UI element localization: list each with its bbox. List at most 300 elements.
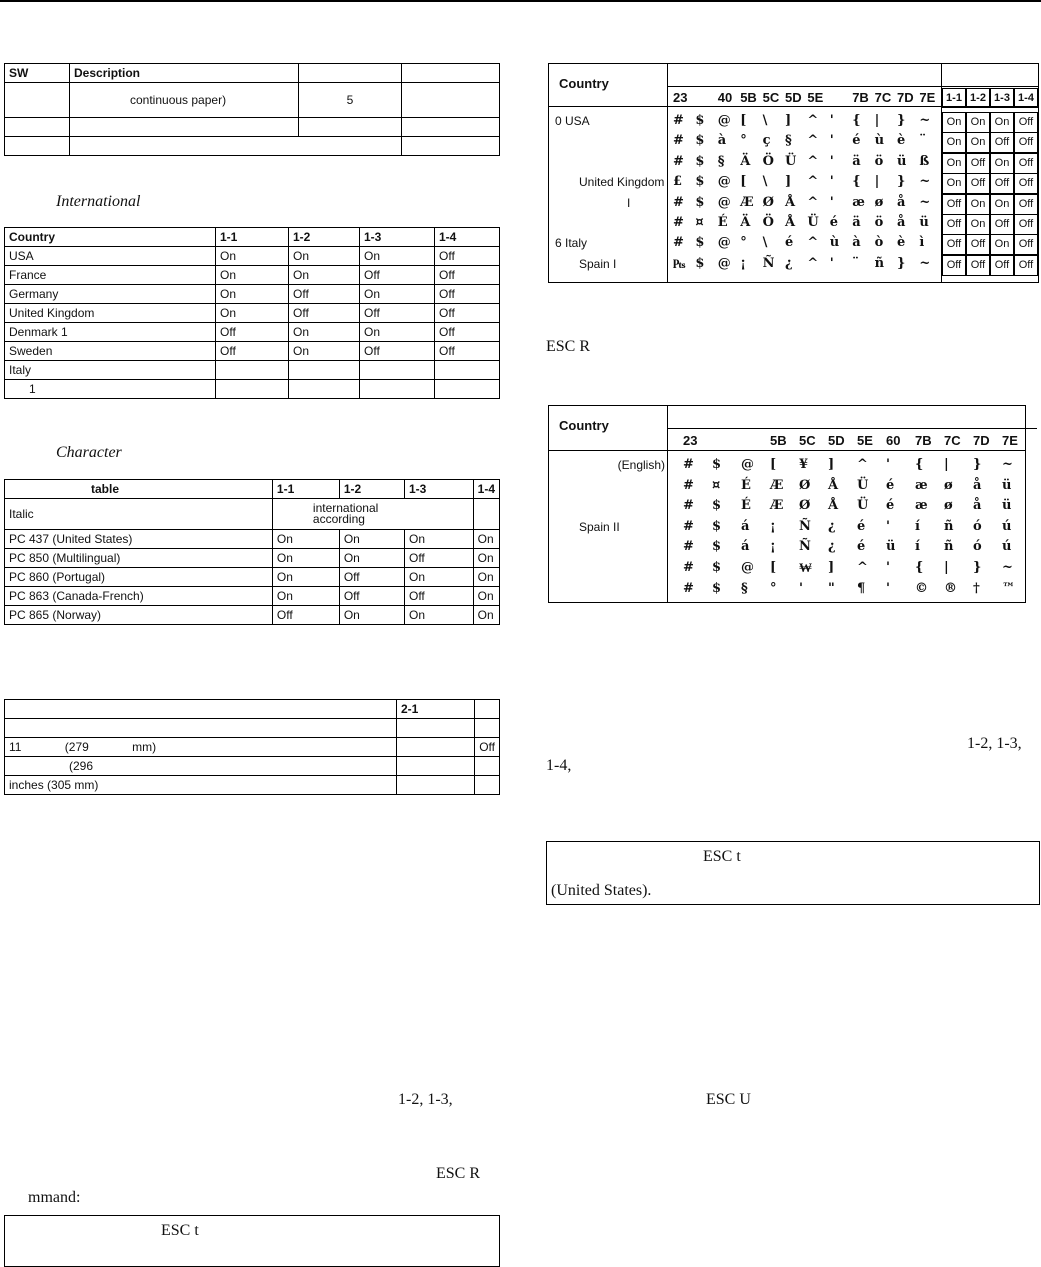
header-cell: 1-2 [289, 228, 360, 247]
table-cell: On [216, 285, 289, 304]
united-states-text: (United States). [551, 882, 652, 899]
char-glyph: ' [886, 580, 890, 596]
table-cell: On [272, 549, 339, 568]
table-cell [397, 776, 475, 795]
char-glyph: @ [717, 235, 731, 251]
table-cell [435, 380, 500, 399]
table-row [5, 323, 500, 342]
char-glyph: å [897, 215, 906, 230]
char-glyph: ñ [874, 255, 885, 271]
switch-value: On [942, 153, 966, 174]
char-glyph: Æ [770, 498, 784, 514]
char-glyph: å [897, 194, 906, 210]
char-glyph: { [915, 560, 924, 575]
table-cell: Off [435, 247, 500, 266]
right-char-table-1 [548, 63, 1039, 283]
table-cell: On [339, 530, 404, 549]
divider [667, 428, 1037, 429]
header-cell: 1-4 [473, 480, 499, 499]
table-cell: Off [435, 285, 500, 304]
char-glyph: ¡ [770, 539, 776, 555]
char-glyph: ^ [807, 133, 819, 149]
char-glyph: è [897, 133, 906, 149]
char-glyph: ® [944, 580, 957, 596]
char-glyph: " [828, 580, 835, 596]
table-row [5, 530, 500, 549]
char-glyph: [ [740, 113, 747, 128]
table-cell: On [404, 606, 473, 625]
char-glyph: é [857, 539, 866, 555]
char-glyph: É [717, 215, 728, 230]
char-glyph: ì [919, 235, 925, 251]
switch-value: Off [1014, 153, 1038, 174]
code-label: 5D [785, 90, 802, 105]
char-glyph: ü [1002, 498, 1012, 514]
country-name: 6 Italy [555, 236, 588, 251]
char-glyph: É [741, 477, 751, 493]
right-esc-r: ESC R [546, 338, 591, 355]
table-cell [402, 83, 500, 118]
switch-value: Off [942, 234, 966, 255]
char-glyph: Ø [762, 194, 774, 210]
switch-value: Off [942, 194, 966, 215]
char-glyph: é [857, 518, 866, 534]
char-glyph: $ [695, 255, 705, 271]
char-glyph: ñ [944, 518, 954, 534]
switch-value: On [942, 132, 966, 153]
char-glyph: } [897, 255, 906, 271]
char-glyph: @ [717, 113, 731, 128]
char-glyph: ' [829, 174, 834, 190]
char-glyph: ~ [919, 194, 931, 210]
table-cell: Off [339, 587, 404, 606]
code-label: 5D [828, 433, 845, 448]
char-glyph: ^ [807, 153, 819, 169]
char-glyph: ~ [919, 255, 931, 271]
char-glyph: ö [874, 153, 884, 169]
char-glyph: ' [829, 113, 834, 128]
switch-value: Off [1014, 132, 1038, 153]
table-row [5, 285, 500, 304]
char-glyph: ^ [807, 255, 819, 271]
char-glyph: # [673, 133, 684, 149]
char-glyph: | [874, 174, 880, 190]
char-glyph: # [673, 113, 684, 128]
switch-label: 1-1 [942, 88, 966, 108]
char-glyph: \ [762, 113, 768, 128]
table-cell [216, 380, 289, 399]
char-glyph: ò [874, 235, 884, 251]
char-glyph: # [673, 235, 684, 251]
char-glyph: é [785, 235, 794, 251]
char-glyph: Ö [762, 153, 774, 169]
char-glyph: ~ [919, 174, 931, 190]
table-row [549, 153, 1038, 173]
switch-value: Off [1014, 173, 1038, 194]
char-glyph: ç [762, 133, 771, 149]
code-label: 23 [683, 433, 698, 448]
header-cell [402, 64, 500, 83]
char-glyph: ] [828, 560, 835, 575]
table-cell: Off [339, 568, 404, 587]
switch-list-text: 1-2, 1-3, [398, 1091, 453, 1108]
table-cell: Italic [5, 499, 273, 530]
table-row [5, 568, 500, 587]
char-glyph: é [886, 498, 895, 514]
esc-t-command: ESC t [161, 1222, 199, 1239]
char-glyph: ¿ [828, 518, 836, 534]
table-row [549, 112, 1038, 132]
table-cell: On [360, 323, 435, 342]
table-cell: France [5, 266, 216, 285]
table-row [5, 606, 500, 625]
char-glyph: ~ [919, 113, 931, 128]
char-glyph: ø [874, 194, 884, 210]
table-cell [475, 757, 500, 776]
char-glyph: # [673, 153, 684, 169]
table-row [549, 497, 1025, 517]
code-label: 7E [919, 90, 936, 105]
table-cell: continuous paper) [70, 83, 299, 118]
char-glyph: ú [1002, 518, 1012, 534]
switch-value: On [990, 194, 1014, 215]
char-glyph: Ñ [762, 255, 775, 271]
char-glyph: ' [829, 255, 834, 271]
table-cell [397, 719, 475, 738]
char-glyph: ° [770, 580, 777, 596]
char-glyph: ] [785, 113, 792, 128]
table-cell: On [473, 587, 499, 606]
switch-label: 1-4 [1014, 88, 1038, 108]
char-glyph: à [852, 235, 861, 251]
table-cell [289, 361, 360, 380]
esc-r-command: ESC R [436, 1165, 481, 1182]
char-glyph: ' [799, 580, 803, 596]
char-glyph: æ [915, 477, 928, 493]
char-glyph: [ [770, 457, 777, 472]
table-cell [402, 137, 500, 156]
page-length-table [4, 699, 500, 795]
table-row [549, 456, 1025, 476]
code-label: 40 [717, 90, 733, 105]
char-glyph: # [683, 560, 694, 575]
char-glyph: í [915, 539, 920, 555]
char-glyph: ¿ [828, 539, 836, 555]
code-label: 7D [973, 433, 990, 448]
table-cell: On [473, 568, 499, 587]
table-row [549, 538, 1025, 558]
char-glyph: $ [695, 133, 705, 149]
table-cell [402, 118, 500, 137]
char-glyph: ^ [807, 194, 819, 210]
char-glyph: \ [762, 235, 768, 251]
char-caption: Character [56, 444, 122, 461]
table-cell: Germany [5, 285, 216, 304]
char-glyph: Å [785, 194, 796, 210]
table-row [549, 214, 1038, 234]
char-glyph: æ [852, 194, 865, 210]
char-glyph: ' [886, 457, 890, 472]
char-glyph: { [852, 113, 861, 128]
table-cell: Off [475, 738, 500, 757]
table-cell: Off [435, 304, 500, 323]
table-cell [299, 118, 402, 137]
char-glyph: ^ [857, 560, 868, 575]
header-cell: 1-3 [404, 480, 473, 499]
code-label: 7E [1002, 433, 1018, 448]
table-row [5, 342, 500, 361]
left-note-box [4, 1215, 500, 1267]
table-row [5, 587, 500, 606]
header-cell: 1-3 [360, 228, 435, 247]
char-glyph: ü [1002, 477, 1012, 493]
right-switch-list-1: 1-2, 1-3, [967, 735, 1022, 752]
table-cell [473, 499, 499, 530]
italic-note-2: according [312, 512, 365, 526]
country-header: Country [559, 76, 609, 91]
switch-value: On [966, 112, 990, 133]
table-cell: Off [404, 587, 473, 606]
char-glyph: $ [695, 174, 705, 190]
country-name: (English) [617, 458, 665, 472]
code-label: 60 [886, 433, 901, 448]
esc-t-command: ESC t [703, 848, 741, 865]
char-glyph: ñ [944, 539, 954, 555]
table-cell: On [272, 530, 339, 549]
table-cell [360, 380, 435, 399]
table-cell [5, 700, 397, 719]
table-cell: On [289, 247, 360, 266]
country-name: United Kingdom [579, 175, 665, 190]
table-row [549, 580, 1025, 600]
char-glyph: Æ [740, 194, 754, 210]
table-cell [5, 118, 70, 137]
table-cell: On [216, 304, 289, 323]
char-glyph: @ [741, 560, 754, 575]
char-glyph: | [874, 113, 880, 128]
char-glyph: [ [740, 174, 747, 190]
table-cell: On [360, 247, 435, 266]
char-glyph: Ü [857, 498, 869, 514]
table-row [5, 757, 500, 776]
char-glyph: # [683, 518, 694, 534]
switch-value: On [990, 153, 1014, 174]
table-row [5, 361, 500, 380]
table-cell: Off [435, 323, 500, 342]
table-cell: 1 [5, 380, 216, 399]
char-glyph: ] [785, 174, 792, 190]
char-glyph: è [897, 235, 906, 251]
switch-value: Off [966, 255, 990, 276]
char-glyph: ù [829, 235, 840, 251]
char-glyph: § [785, 133, 792, 149]
char-table-header [5, 480, 500, 499]
code-label: 5E [807, 90, 824, 105]
country-name: 0 USA [555, 114, 590, 128]
header-cell: Country [5, 228, 216, 247]
header-cell: 1-4 [435, 228, 500, 247]
char-glyph: # [673, 215, 684, 230]
char-glyph: Å [828, 477, 839, 493]
intl-caption: International [56, 193, 141, 210]
intl-table-body [5, 247, 500, 399]
table-cell: PC 860 (Portugal) [5, 568, 273, 587]
char-glyph: ^ [807, 113, 819, 128]
char-glyph: ä [852, 215, 861, 230]
char-glyph: } [897, 113, 906, 128]
table-cell: Off [360, 266, 435, 285]
table-cell: On [216, 266, 289, 285]
table-row [5, 700, 500, 719]
char-glyph: ° [740, 235, 747, 251]
char-glyph: ₧ [673, 256, 686, 272]
char-glyph: } [897, 174, 906, 190]
char-glyph: æ [915, 498, 928, 514]
header-cell: Description [70, 64, 299, 83]
esc-u-command: ESC U [706, 1091, 751, 1108]
char-glyph: á [741, 539, 750, 555]
table-row [5, 380, 500, 399]
table-cell: United Kingdom [5, 304, 216, 323]
switch-value: On [990, 234, 1014, 255]
char-glyph: $ [695, 113, 705, 128]
char-glyph: # [683, 498, 694, 514]
code-label: 5C [799, 433, 816, 448]
header-cell: table [5, 480, 273, 499]
char-glyph: \ [762, 174, 768, 190]
table-row [5, 549, 500, 568]
table-cell [397, 757, 475, 776]
char-glyph: Ä [740, 153, 751, 169]
char-glyph: Å [785, 215, 796, 230]
char-glyph: é [886, 477, 895, 493]
table-cell: PC 865 (Norway) [5, 606, 273, 625]
switch-value: Off [942, 255, 966, 276]
intl-table-header [5, 228, 500, 247]
table-cell: Sweden [5, 342, 216, 361]
table-cell [5, 137, 70, 156]
table-cell: Denmark 1 [5, 323, 216, 342]
char-glyph: Ø [799, 477, 811, 493]
char-glyph: $ [712, 560, 722, 575]
char-glyph: # [683, 477, 694, 493]
table-cell: On [404, 568, 473, 587]
switch-label: 1-2 [966, 88, 990, 108]
char-glyph: # [673, 194, 684, 210]
table-row [5, 776, 500, 795]
table-cell: On [473, 530, 499, 549]
char-glyph: } [973, 560, 982, 575]
table-cell: On [216, 247, 289, 266]
table-row [549, 559, 1025, 579]
char-glyph: ä [852, 153, 861, 169]
table-row [5, 83, 500, 118]
table-cell [475, 719, 500, 738]
char-glyph: § [717, 153, 725, 169]
code-label: 7B [852, 90, 869, 105]
switch-value: Off [990, 173, 1014, 194]
switch-value: Off [990, 255, 1014, 276]
table-row [5, 266, 500, 285]
char-glyph: | [944, 560, 949, 575]
table-cell: Off [289, 285, 360, 304]
table-cell [475, 700, 500, 719]
char-glyph: ó [973, 518, 982, 534]
char-table-body [5, 530, 500, 625]
switch-value: Off [1014, 234, 1038, 255]
switch-value: On [966, 132, 990, 153]
char-glyph: $ [695, 153, 705, 169]
table-row [549, 194, 1038, 214]
table-row [5, 499, 500, 530]
switch-value: Off [1014, 194, 1038, 215]
switch-value: On [990, 112, 1014, 133]
table-cell: Off [289, 304, 360, 323]
char-glyph: Å [828, 498, 839, 514]
char-glyph: ß [919, 153, 930, 169]
table-cell: PC 863 (Canada-French) [5, 587, 273, 606]
table-row [549, 477, 1025, 497]
char-glyph: # [683, 539, 694, 555]
table-cell [5, 83, 70, 118]
char-glyph: ó [973, 539, 982, 555]
char-glyph: í [915, 518, 920, 534]
table-cell: On [473, 549, 499, 568]
table-cell: On [272, 587, 339, 606]
table-cell [289, 380, 360, 399]
table-cell [216, 361, 289, 380]
char-glyph: $ [712, 518, 722, 534]
table-cell: (296 [5, 757, 397, 776]
table-row [5, 738, 500, 757]
char-glyph: Ü [857, 477, 869, 493]
char-glyph: $ [712, 498, 722, 514]
code-label: 5B [770, 433, 787, 448]
char-glyph: ü [919, 215, 929, 230]
country-name: Spain I [579, 256, 617, 271]
char-glyph: ' [829, 194, 834, 210]
page-table-body [5, 700, 500, 795]
table-cell: Off [360, 304, 435, 323]
switch-value: Off [942, 214, 966, 235]
char-glyph: ¨ [919, 133, 926, 149]
table-row [549, 518, 1025, 538]
table-cell: On [289, 323, 360, 342]
table-cell: On [360, 285, 435, 304]
char-glyph: # [683, 457, 694, 472]
char-glyph: É [741, 498, 751, 514]
char-glyph: Ø [799, 498, 811, 514]
switch-value: Off [990, 132, 1014, 153]
header-cell: 1-2 [339, 480, 404, 499]
table-cell: inches (305 mm) [5, 776, 397, 795]
table-cell [5, 719, 397, 738]
char-glyph: ] [828, 457, 835, 472]
char-glyph: ¨ [852, 255, 859, 271]
char-glyph: | [944, 457, 949, 472]
table-row [5, 719, 500, 738]
table-row [5, 247, 500, 266]
code-label: 5C [762, 90, 780, 105]
switch-value: Off [966, 153, 990, 174]
char-glyph: $ [695, 194, 705, 210]
char-glyph: $ [712, 457, 722, 472]
table-cell [397, 738, 475, 757]
table-row [549, 255, 1038, 275]
code-label: 7D [897, 90, 914, 105]
table-cell [70, 137, 402, 156]
table-cell: On [404, 530, 473, 549]
